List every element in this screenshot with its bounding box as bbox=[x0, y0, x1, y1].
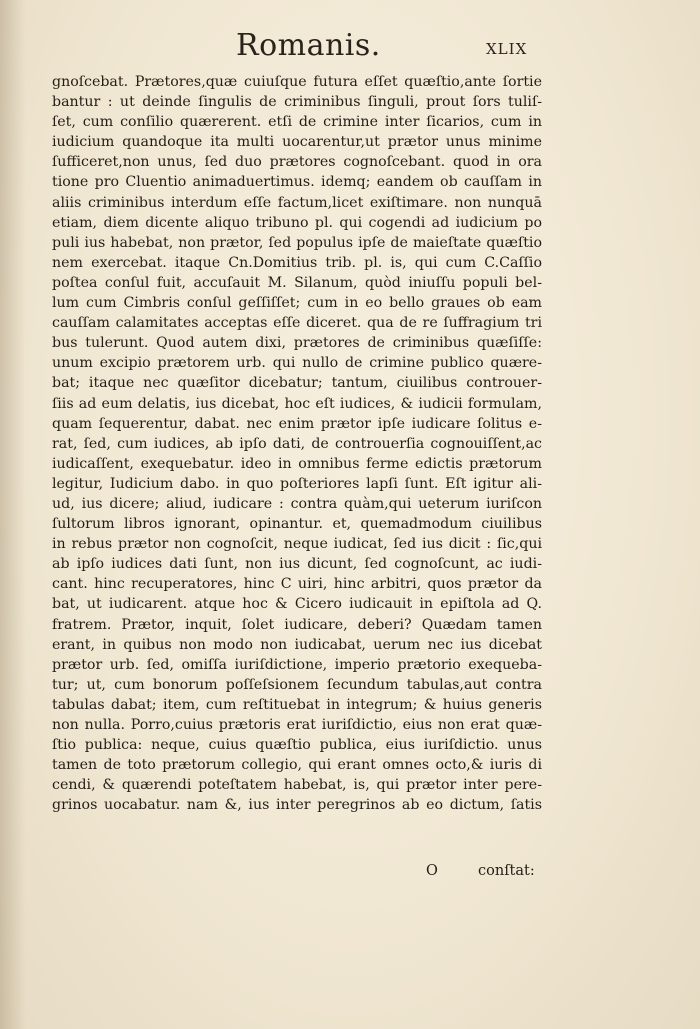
text-line: lum cum Cimbris conſul geſſiſſet; cum in eo bello graues ob eam bbox=[52, 295, 542, 312]
text-line: bantur : ut deinde ſingulis de criminibus ſinguli, prout ſors tuliſ- bbox=[52, 94, 542, 111]
running-head-title: Romanis. bbox=[236, 28, 381, 63]
text-line: grinos uocabatur. nam &, ius inter peregrinos ab eo dictum, ſatis bbox=[52, 797, 542, 814]
text-line: legitur, Iudicium dabo. in quo poſteriores lapſi ſunt. Eſt igitur ali- bbox=[52, 475, 542, 492]
body-text-block bbox=[52, 72, 552, 815]
signature-mark: O bbox=[426, 863, 438, 879]
text-line: cendi, & quærendi poteſtatem habebat, is, qui prætor inter pere- bbox=[52, 777, 542, 794]
text-line: iudicaſſent, exequebatur. ideo in omnibus ferme edictis prætorum bbox=[52, 455, 542, 472]
text-line: quam ſequerentur, dabat. nec enim prætor ipſe iudicare ſolitus e- bbox=[52, 415, 542, 432]
text-line: non nulla. Porro,cuius prætoris erat iuriſdictio, eius non erat quæ- bbox=[52, 717, 542, 733]
text-line: ſultorum libros ignorant, opinantur. et, quemadmodum ciuilibus bbox=[52, 516, 542, 533]
text-line: iudicium quandoque ita multi uocarentur,ut prætor unus minime bbox=[52, 134, 542, 151]
text-line: tabulas dabat; item, cum reſtituebat in integrum; & huius generis bbox=[52, 696, 542, 713]
text-line: ſet, cum conſilio quærerent. etſi de crimine inter ſicarios, cum in bbox=[52, 114, 542, 131]
text-line: gnoſcebat. Prætores,quæ cuiuſque futura eſſet quæſtio,ante ſortie bbox=[52, 74, 542, 90]
text-line: ab ipſo iudices dati ſunt, non ius dicunt, ſed cognoſcunt, ac iudi- bbox=[52, 556, 542, 573]
page-gutter-shadow bbox=[0, 0, 26, 1029]
text-line: bat, ut iudicarent. atque hoc & Cicero iudicauit in epiſtola ad Q. bbox=[52, 596, 542, 613]
text-line: tur; ut, cum bonorum poſſeſsionem ſecundum tabulas,aut contra bbox=[52, 676, 542, 693]
text-line: tione pro Cluentio animaduertimus. idemq; eandem ob cauſſam in bbox=[52, 174, 542, 191]
text-line: ſufficeret,non unus, ſed duo prætores cognoſcebant. quod in ora bbox=[52, 154, 542, 171]
text-line: nem exercebat. itaque Cn.Domitius trib. pl. is, qui cum C.Caſſio bbox=[52, 254, 542, 271]
text-line: tamen de toto prætorum collegio, qui erant omnes octo,& iuris di bbox=[52, 757, 542, 774]
text-line: fratrem. Prætor, inquit, ſolet iudicare, deberi? Quædam tamen bbox=[52, 616, 542, 633]
text-line: poſtea conſul fuit, accuſauit M. Silanum, quòd iniuſſu populi bel- bbox=[52, 274, 542, 291]
text-line: cant. hinc recuperatores, hinc C uiri, hinc arbitri, quos prætor da bbox=[52, 576, 542, 593]
text-line: in rebus prætor non cognoſcit, neque iudicat, ſed ius dicit : ſic,qui bbox=[52, 536, 542, 553]
text-line: puli ius habebat, non prætor, ſed populus ipſe de maieſtate quæſtio bbox=[52, 234, 542, 251]
catchword: conſtat: bbox=[478, 863, 535, 879]
text-line: ud, ius dicere; aliud, iudicare : contra quàm,qui ueterum iuriſcon bbox=[52, 495, 542, 512]
text-line: bus tulerunt. Quod autem dixi, prætores de criminibus quæſiſſe: bbox=[52, 335, 542, 352]
folio-number: XLIX bbox=[486, 40, 528, 58]
text-line: prætor urb. ſed, omiſſa iuriſdictione, imperio prætorio exequeba- bbox=[52, 656, 542, 673]
text-line: erant, in quibus non modo non iudicabat, uerum nec ius dicebat bbox=[52, 636, 542, 653]
text-line: ſtio publica: neque, cuius quæſtio publica, eius iuriſdictio. unus bbox=[52, 737, 542, 754]
text-line: cauſſam calamitates acceptas eſſe diceret. qua de re ſuffragium tri bbox=[52, 315, 542, 332]
text-line: aliis criminibus interdum eſſe factum,licet exiſtimare. non nunquā bbox=[52, 194, 542, 211]
text-line: rat, ſed, cum iudices, ab ipſo dati, de controuerſia cognouiſſent,ac bbox=[52, 435, 542, 452]
text-line: unum excipio prætorem urb. qui nullo de crimine publico quære- bbox=[52, 355, 542, 372]
text-line: ſiis ad eum delatis, ius dicebat, hoc eſt iudices, & iudicii formulam, bbox=[52, 395, 542, 412]
text-line: etiam, diem dicente aliquo tribuno pl. qui cogendi ad iudicium po bbox=[52, 214, 542, 231]
text-line: bat; itaque nec quæſitor dicebatur; tantum, ciuilibus controuer- bbox=[52, 375, 542, 392]
